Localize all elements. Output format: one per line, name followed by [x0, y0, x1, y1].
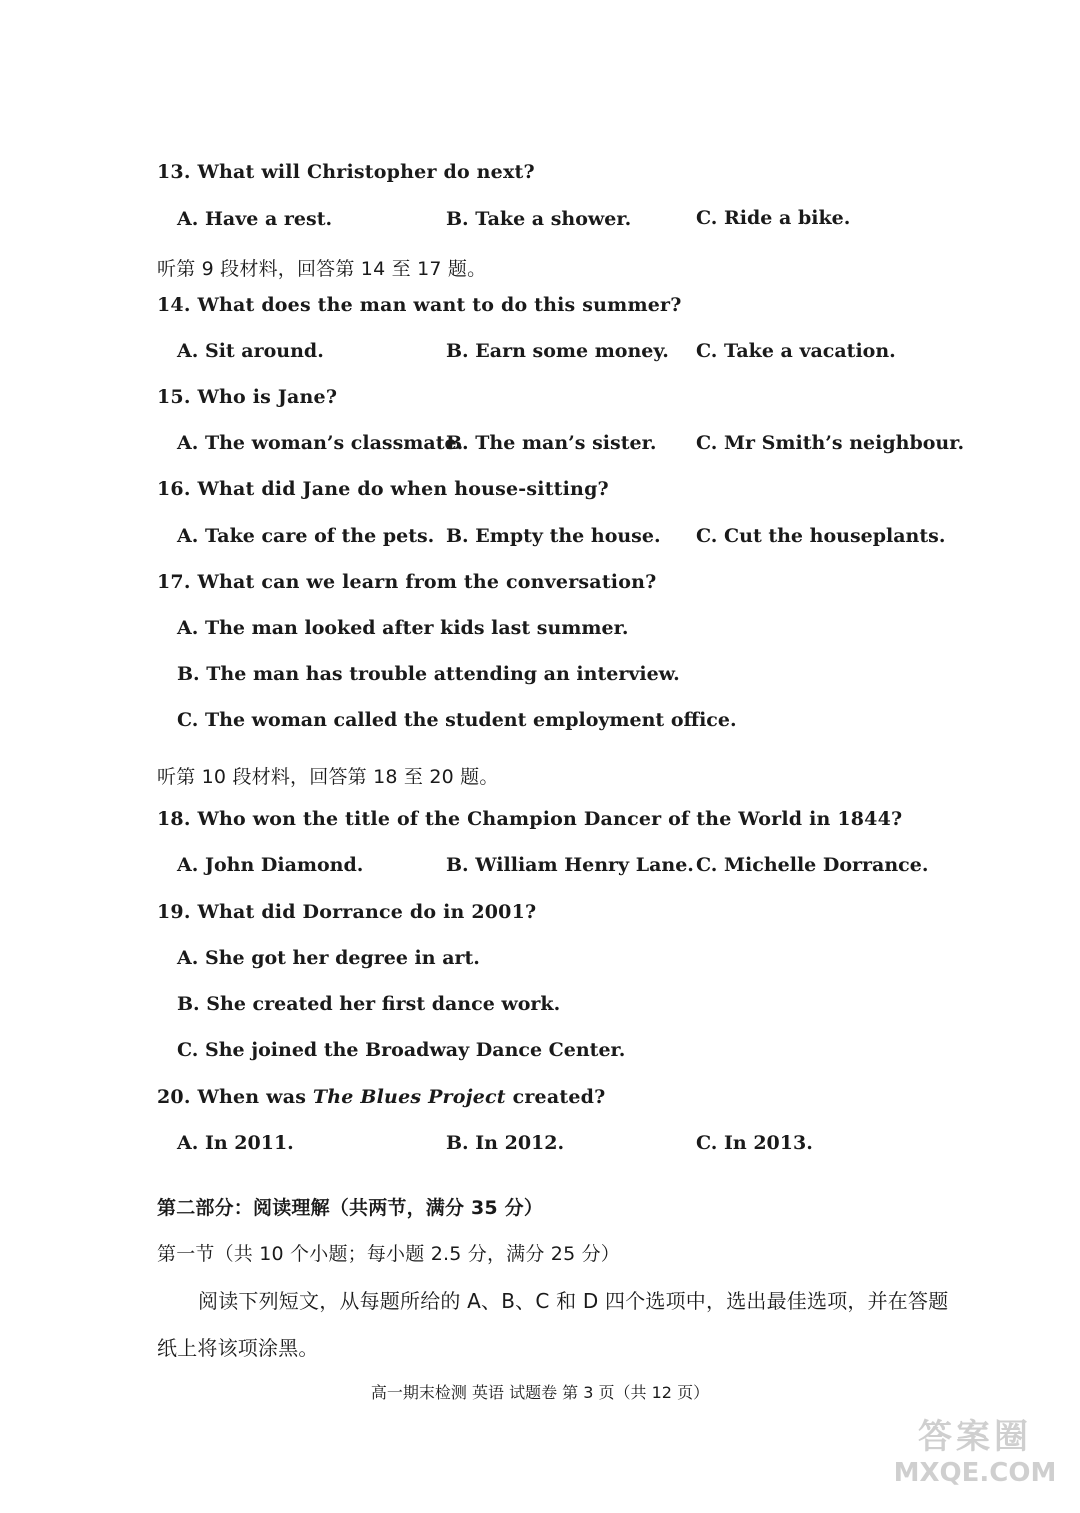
q18-option-b: B. William Henry Lane. [446, 854, 694, 876]
q18-stem: 18. Who won the title of the Champion Dancer of the World in 1844? [157, 808, 903, 830]
q13-option-a: A. Have a rest. [177, 208, 333, 230]
q13-option-b: B. Take a shower. [446, 208, 632, 230]
q16-option-c: C. Cut the houseplants. [696, 525, 946, 547]
q20-stem-title: The Blues Project [312, 1086, 506, 1108]
q13-option-c: C. Ride a bike. [696, 207, 851, 229]
q13-stem: 13. What will Christopher do next? [157, 161, 535, 183]
watermark-logo [890, 1409, 1060, 1499]
q14-option-b: B. Earn some money. [446, 340, 669, 362]
q19-option-c: C. She joined the Broadway Dance Center. [177, 1039, 626, 1061]
q20-stem-post: created? [505, 1086, 606, 1108]
q20-stem [157, 1086, 605, 1108]
q17-option-c: C. The woman called the student employment office. [177, 709, 737, 731]
q15-stem: 15. Who is Jane? [157, 386, 338, 408]
q19-option-a: A. She got her degree in art. [177, 947, 480, 969]
q19-option-b: B. She created her first dance work. [177, 993, 561, 1015]
instruction-material-10: 听第 10 段材料，回答第 18 至 20 题。 [157, 766, 499, 788]
part2-heading: 第二部分：阅读理解（共两节，满分 35 分） [157, 1197, 544, 1219]
q16-stem: 16. What did Jane do when house-sitting? [157, 478, 609, 500]
q17-option-a: A. The man looked after kids last summer. [177, 617, 629, 639]
q18-option-c: C. Michelle Dorrance. [696, 854, 929, 876]
q16-option-b: B. Empty the house. [446, 525, 661, 547]
q16-option-a: A. Take care of the pets. [177, 525, 435, 547]
q14-stem: 14. What does the man want to do this summer? [157, 294, 682, 316]
page-footer: 高一期末检测 英语 试题卷 第 3 页（共 12 页） [370, 1383, 710, 1402]
section1-heading: 第一节（共 10 个小题；每小题 2.5 分，满分 25 分） [157, 1243, 621, 1265]
watermark-top: 答案圈 [918, 1417, 1032, 1457]
q15-option-c: C. Mr Smith’s neighbour. [696, 432, 965, 454]
q15-option-b: B. The man’s sister. [446, 432, 657, 454]
q20-option-a: A. In 2011. [177, 1132, 294, 1154]
q17-option-b: B. The man has trouble attending an interview. [177, 663, 680, 685]
q20-stem-pre: 20. When was [157, 1086, 313, 1108]
q20-option-b: B. In 2012. [446, 1132, 565, 1154]
q18-option-a: A. John Diamond. [177, 854, 364, 876]
q14-option-c: C. Take a vacation. [696, 340, 896, 362]
directions-line-1: 阅读下列短文，从每题所给的 A、B、C 和 D 四个选项中，选出最佳选项，并在答题 [198, 1289, 949, 1313]
q15-option-a: A. The woman’s classmate. [177, 432, 464, 454]
watermark-bottom: MXQE.COM [893, 1458, 1057, 1488]
q19-stem: 19. What did Dorrance do in 2001? [157, 901, 537, 923]
q14-option-a: A. Sit around. [177, 340, 324, 362]
directions-line-2: 纸上将该项涂黑。 [157, 1336, 319, 1360]
q20-option-c: C. In 2013. [696, 1132, 813, 1154]
q17-stem: 17. What can we learn from the conversation? [157, 571, 657, 593]
instruction-material-9: 听第 9 段材料，回答第 14 至 17 题。 [157, 258, 487, 280]
